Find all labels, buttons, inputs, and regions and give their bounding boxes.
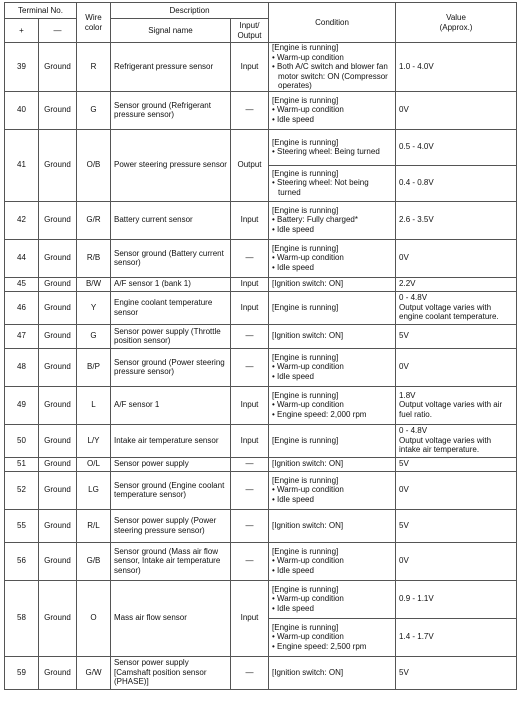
input-output: — (231, 348, 269, 386)
table-row (5, 348, 517, 386)
terminal-minus: Ground (39, 509, 77, 542)
terminal-minus: Ground (39, 91, 77, 129)
condition-line: • Steering wheel: Not being turned (272, 178, 369, 197)
terminal-plus: 45 (5, 277, 39, 291)
condition-line: [Engine is running] (272, 302, 339, 312)
wire-color: R/B (77, 239, 111, 277)
signal-name: Sensor ground (Power steering pressure sensor) (111, 348, 231, 386)
condition-line: • Warm-up condition (272, 485, 344, 495)
header-condition: Condition (269, 3, 396, 43)
terminal-minus: Ground (39, 542, 77, 580)
value-line: 2.2V (399, 279, 416, 289)
table-row (5, 43, 517, 92)
ecm-terminal-table (4, 2, 517, 690)
signal-name: Battery current sensor (111, 201, 231, 239)
terminal-plus: 42 (5, 201, 39, 239)
table-row (5, 471, 517, 509)
condition-line: [Engine is running] (272, 95, 339, 105)
input-output: Input (231, 580, 269, 656)
wire-color: R/L (77, 509, 111, 542)
condition-line: • Idle speed (272, 603, 314, 613)
wire-color: G/R (77, 201, 111, 239)
condition-line: • Idle speed (272, 494, 314, 504)
wire-color: L/Y (77, 424, 111, 457)
signal-name: Intake air temperature sensor (111, 424, 231, 457)
value-line: 0V (399, 485, 409, 495)
condition-cell (269, 618, 396, 656)
terminal-plus: 59 (5, 656, 39, 689)
value-cell (396, 386, 517, 424)
condition-cell (269, 424, 396, 457)
condition-line: [Engine is running] (272, 584, 339, 594)
condition-line: [Engine is running] (272, 475, 339, 485)
wire-color: O/L (77, 457, 111, 471)
signal-name: Sensor power supply (111, 457, 231, 471)
condition-line: [Ignition switch: ON] (272, 520, 344, 530)
condition-cell (269, 201, 396, 239)
terminal-minus: Ground (39, 129, 77, 201)
condition-cell (269, 91, 396, 129)
condition-line: • Warm-up condition (272, 594, 344, 604)
input-output: — (231, 542, 269, 580)
table-row (5, 457, 517, 471)
table-row (5, 277, 517, 291)
value-cell (396, 291, 517, 324)
condition-cell (269, 457, 396, 471)
value-line: 5V (399, 520, 409, 530)
input-output: Input (231, 291, 269, 324)
terminal-minus: Ground (39, 43, 77, 92)
value-line: 0V (399, 362, 409, 372)
wire-color: O/B (77, 129, 111, 201)
terminal-minus: Ground (39, 277, 77, 291)
signal-name: Sensor ground (Refrigerant pressure sensor) (111, 91, 231, 129)
condition-line: • Idle speed (272, 224, 314, 234)
table-header (5, 3, 517, 43)
table-row (5, 129, 517, 165)
header-minus: — (39, 19, 77, 43)
signal-name: Sensor ground (Battery current sensor) (111, 239, 231, 277)
value-line: 0 - 4.8V (399, 426, 428, 436)
condition-line: • Warm-up condition (272, 105, 344, 115)
condition-cell (269, 239, 396, 277)
value-cell (396, 277, 517, 291)
wire-color: Y (77, 291, 111, 324)
terminal-minus: Ground (39, 580, 77, 656)
value-cell (396, 43, 517, 92)
input-output: — (231, 471, 269, 509)
value-cell (396, 580, 517, 618)
wire-color: G (77, 324, 111, 348)
wire-color: B/P (77, 348, 111, 386)
wire-color: R (77, 43, 111, 92)
signal-name: Engine coolant temperature sensor (111, 291, 231, 324)
value-line: 0.4 - 0.8V (399, 178, 434, 188)
value-line: 1.0 - 4.0V (399, 62, 434, 71)
condition-line: • Steering wheel: Being turned (272, 147, 380, 156)
wire-color: G/B (77, 542, 111, 580)
header-value-approx: (Approx.) (439, 22, 473, 32)
condition-line: [Engine is running] (272, 352, 339, 362)
terminal-minus: Ground (39, 239, 77, 277)
condition-line: [Ignition switch: ON] (272, 279, 344, 289)
input-output: — (231, 656, 269, 689)
value-line: Output voltage varies with intake air temperature. (399, 435, 492, 455)
condition-line: • Both A/C switch and blower fan motor switch: ON (Compressor operates) (272, 62, 388, 90)
condition-line: [Ignition switch: ON] (272, 667, 344, 677)
value-line: 0V (399, 253, 409, 263)
input-output: — (231, 239, 269, 277)
terminal-minus: Ground (39, 457, 77, 471)
table-row (5, 424, 517, 457)
header-value-label: Value (446, 13, 466, 22)
table-row (5, 91, 517, 129)
condition-line: • Warm-up condition (272, 400, 344, 410)
header-plus: + (5, 19, 39, 43)
input-output: Input (231, 277, 269, 291)
condition-cell (269, 542, 396, 580)
table-row (5, 386, 517, 424)
value-line: 2.6 - 3.5V (399, 215, 434, 225)
value-line: 0 - 4.8V (399, 293, 428, 303)
condition-cell (269, 277, 396, 291)
input-output: — (231, 457, 269, 471)
header-input-output: Input/ Output (231, 19, 269, 43)
header-value (396, 3, 517, 43)
condition-line: • Engine speed: 2,500 rpm (272, 641, 367, 651)
table-row (5, 239, 517, 277)
terminal-plus: 48 (5, 348, 39, 386)
condition-line: • Engine speed: 2,000 rpm (272, 409, 367, 419)
terminal-plus: 58 (5, 580, 39, 656)
condition-cell (269, 324, 396, 348)
wire-color: L (77, 386, 111, 424)
condition-line: [Engine is running] (272, 137, 339, 147)
condition-line: [Engine is running] (272, 435, 339, 445)
wire-color: G/W (77, 656, 111, 689)
condition-cell (269, 129, 396, 165)
wire-color: O (77, 580, 111, 656)
input-output: — (231, 509, 269, 542)
terminal-plus: 50 (5, 424, 39, 457)
condition-line: • Warm-up condition (272, 556, 344, 566)
condition-cell (269, 291, 396, 324)
input-output: Input (231, 386, 269, 424)
value-line: 5V (399, 667, 409, 677)
header-signal-name: Signal name (111, 19, 231, 43)
wire-color: B/W (77, 277, 111, 291)
wire-color: G (77, 91, 111, 129)
condition-line: [Engine is running] (272, 622, 339, 632)
terminal-plus: 52 (5, 471, 39, 509)
value-cell (396, 165, 517, 201)
condition-cell (269, 471, 396, 509)
signal-name: Sensor power supply [Camshaft position sensor (PHASE)] (111, 656, 231, 689)
terminal-minus: Ground (39, 656, 77, 689)
input-output: Input (231, 201, 269, 239)
terminal-plus: 44 (5, 239, 39, 277)
condition-line: [Ignition switch: ON] (272, 331, 344, 341)
terminal-plus: 49 (5, 386, 39, 424)
table-row (5, 580, 517, 618)
signal-name: Sensor power supply (Power steering pressure sensor) (111, 509, 231, 542)
table-row (5, 291, 517, 324)
value-line: Output voltage varies with engine coolant temperature. (399, 302, 499, 322)
condition-line: • Warm-up condition (272, 362, 344, 372)
condition-cell (269, 509, 396, 542)
value-cell (396, 424, 517, 457)
input-output: Output (231, 129, 269, 201)
table-row (5, 542, 517, 580)
terminal-minus: Ground (39, 291, 77, 324)
condition-line: [Engine is running] (272, 243, 339, 253)
value-cell (396, 618, 517, 656)
condition-cell (269, 580, 396, 618)
condition-cell (269, 656, 396, 689)
signal-name: A/F sensor 1 (111, 386, 231, 424)
value-line: 1.8V (399, 390, 416, 400)
value-line: 0V (399, 105, 409, 115)
value-cell (396, 656, 517, 689)
terminal-table-container (4, 2, 516, 690)
condition-line: • Idle speed (272, 114, 314, 124)
value-line: 1.4 - 1.7V (399, 632, 434, 642)
input-output: Input (231, 43, 269, 92)
condition-line: • Idle speed (272, 262, 314, 272)
terminal-plus: 55 (5, 509, 39, 542)
condition-line: • Warm-up condition (272, 52, 344, 62)
value-line: 0V (399, 556, 409, 566)
value-line: 0.5 - 4.0V (399, 142, 434, 152)
signal-name: Power steering pressure sensor (111, 129, 231, 201)
condition-cell (269, 43, 396, 92)
signal-name: Sensor power supply (Throttle position sensor) (111, 324, 231, 348)
signal-name: Sensor ground (Mass air flow sensor, Intake air temperature sensor) (111, 542, 231, 580)
signal-name: A/F sensor 1 (bank 1) (111, 277, 231, 291)
condition-line: [Engine is running] (272, 43, 339, 52)
value-line: Output voltage varies with air fuel ratio. (399, 400, 503, 419)
condition-line: • Idle speed (272, 371, 314, 381)
value-cell (396, 324, 517, 348)
condition-line: • Battery: Fully charged* (272, 215, 358, 225)
condition-line: • Idle speed (272, 565, 314, 575)
input-output: — (231, 91, 269, 129)
table-row (5, 509, 517, 542)
wire-color: LG (77, 471, 111, 509)
value-cell (396, 509, 517, 542)
condition-line: • Warm-up condition (272, 632, 344, 642)
value-cell (396, 129, 517, 165)
condition-line: [Ignition switch: ON] (272, 459, 344, 469)
value-cell (396, 201, 517, 239)
terminal-plus: 46 (5, 291, 39, 324)
terminal-minus: Ground (39, 201, 77, 239)
table-row (5, 656, 517, 689)
condition-cell (269, 348, 396, 386)
terminal-minus: Ground (39, 471, 77, 509)
terminal-plus: 39 (5, 43, 39, 92)
condition-line: [Engine is running] (272, 546, 339, 556)
value-cell (396, 457, 517, 471)
terminal-plus: 56 (5, 542, 39, 580)
condition-line: [Engine is running] (272, 390, 339, 400)
terminal-plus: 47 (5, 324, 39, 348)
header-terminal-no: Terminal No. (5, 3, 77, 19)
terminal-minus: Ground (39, 424, 77, 457)
header-description: Description (111, 3, 269, 19)
terminal-plus: 41 (5, 129, 39, 201)
condition-line: • Warm-up condition (272, 253, 344, 263)
table-row (5, 324, 517, 348)
value-cell (396, 348, 517, 386)
condition-cell (269, 386, 396, 424)
input-output: — (231, 324, 269, 348)
condition-line: [Engine is running] (272, 205, 339, 215)
table-row (5, 201, 517, 239)
table-body (5, 43, 517, 690)
terminal-minus: Ground (39, 324, 77, 348)
value-cell (396, 542, 517, 580)
value-line: 0.9 - 1.1V (399, 594, 434, 604)
signal-name: Mass air flow sensor (111, 580, 231, 656)
value-cell (396, 239, 517, 277)
terminal-plus: 51 (5, 457, 39, 471)
signal-name: Sensor ground (Engine coolant temperature sensor) (111, 471, 231, 509)
header-wire-color: Wire color (77, 3, 111, 43)
condition-cell (269, 165, 396, 201)
signal-name: Refrigerant pressure sensor (111, 43, 231, 92)
terminal-minus: Ground (39, 386, 77, 424)
input-output: Input (231, 424, 269, 457)
terminal-minus: Ground (39, 348, 77, 386)
condition-line: [Engine is running] (272, 168, 339, 178)
value-line: 5V (399, 459, 409, 469)
terminal-plus: 40 (5, 91, 39, 129)
value-line: 5V (399, 331, 409, 341)
value-cell (396, 471, 517, 509)
value-cell (396, 91, 517, 129)
